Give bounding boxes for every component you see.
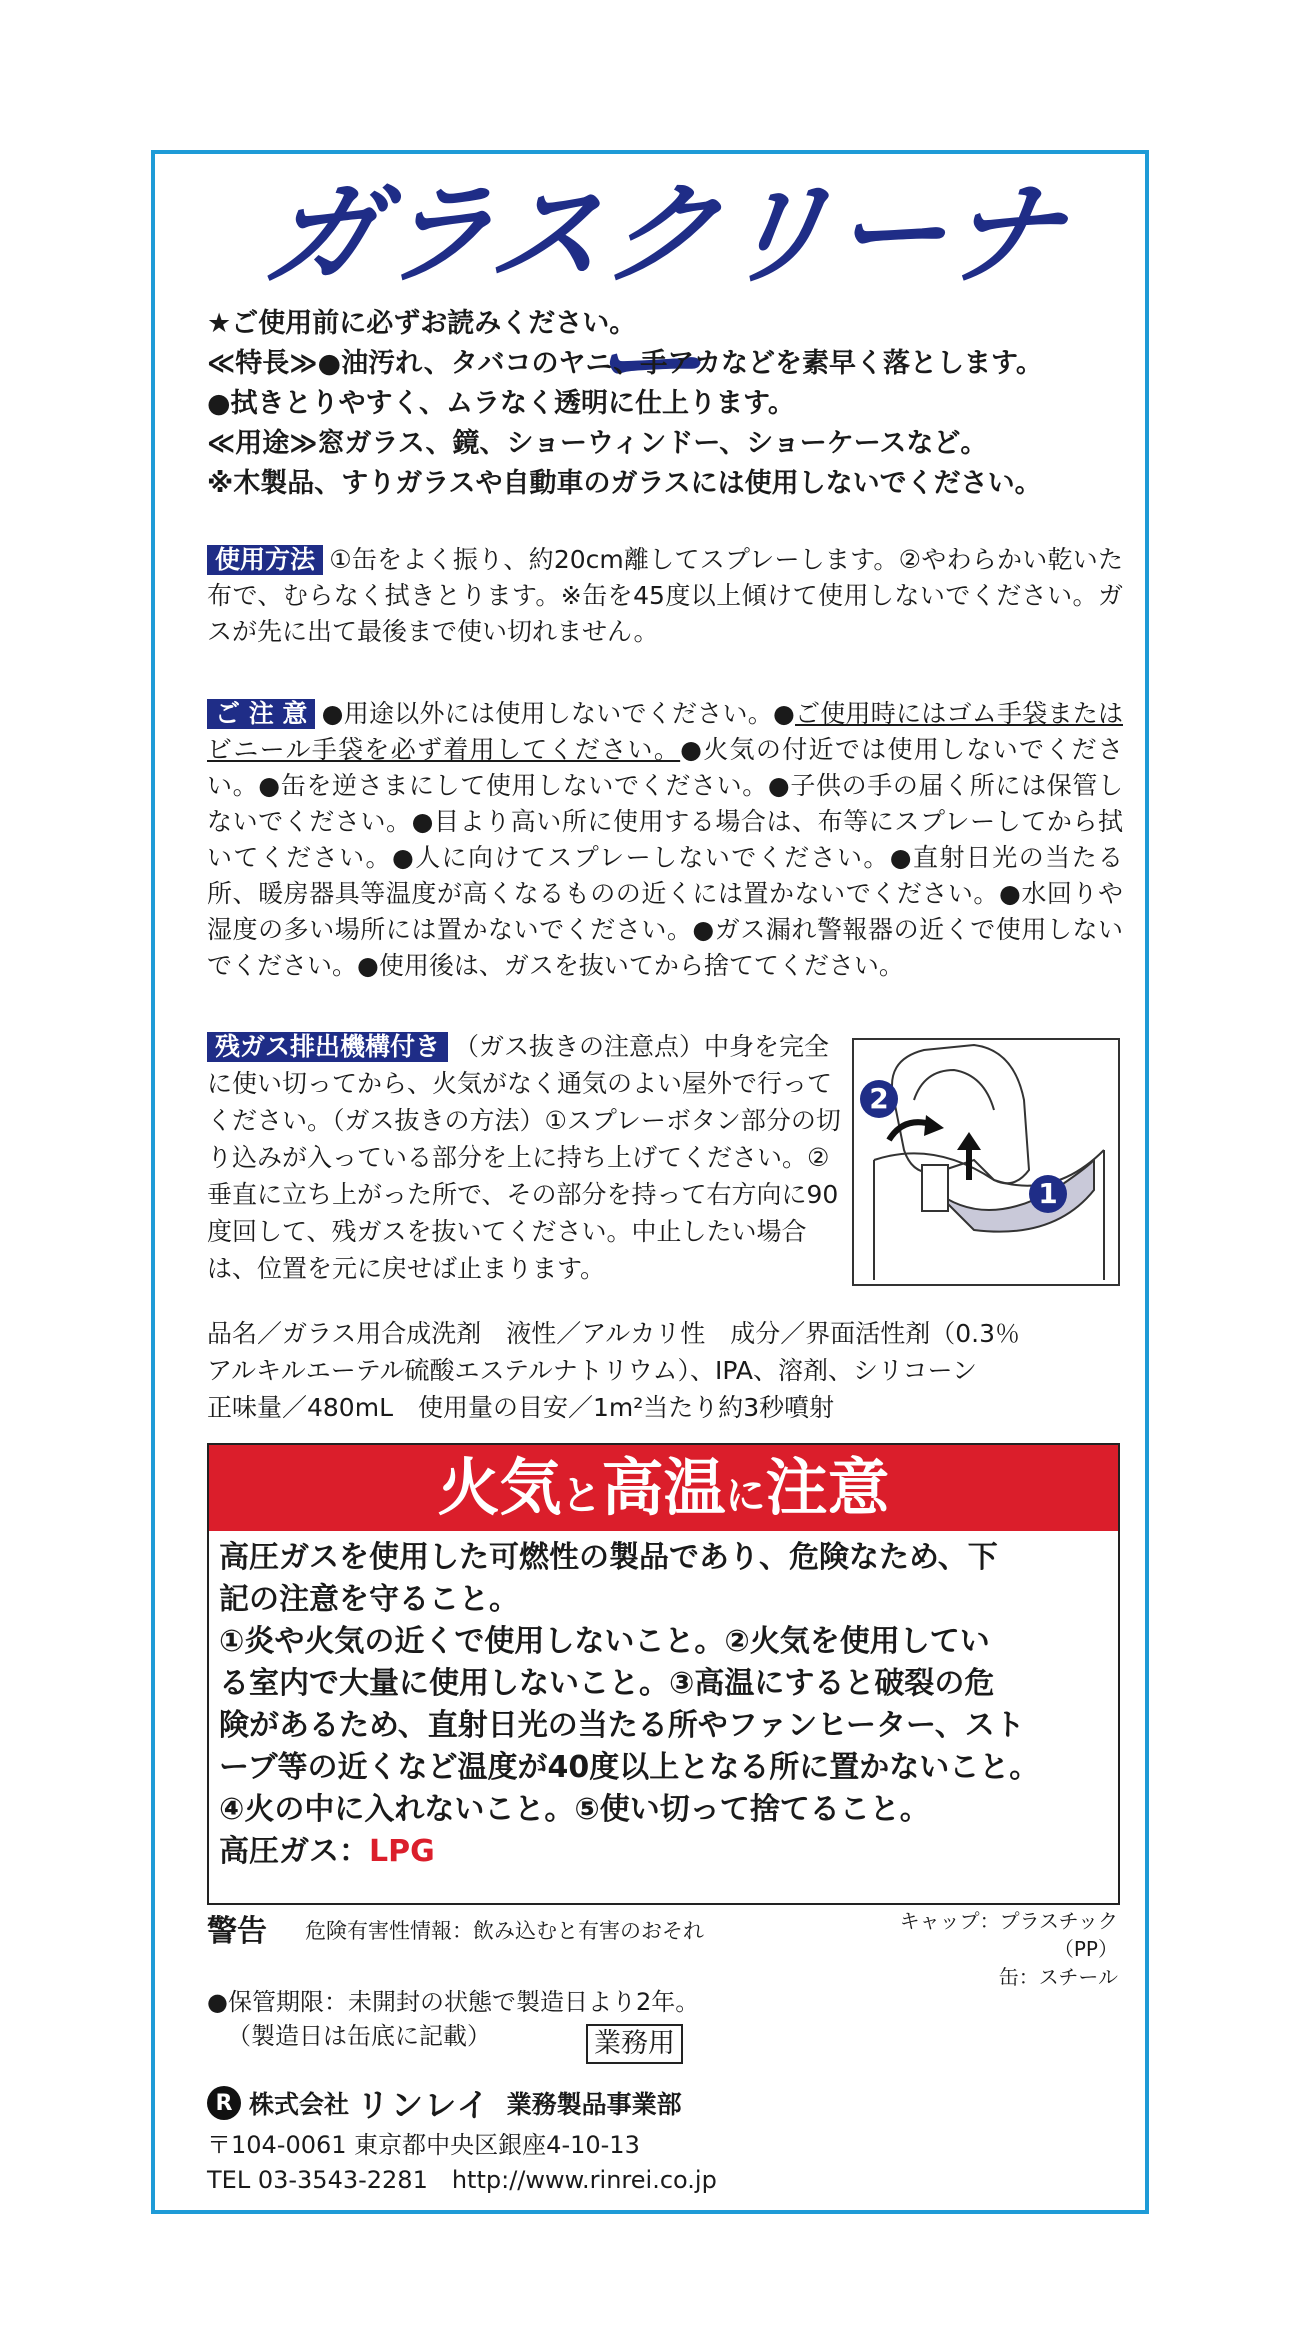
warning-line: 高圧ガスを使用した可燃性の製品であり、危険なため、下 <box>219 1540 998 1575</box>
caution-underlined: ご使用時にはゴム手袋またはビニール手袋を必ず着用してください。 <box>207 699 1123 764</box>
warning-line: ①炎や火気の近くで使用しないこと。②火気を使用してい <box>219 1624 990 1659</box>
heading-part: と <box>561 1473 602 1519</box>
residual-gas-section <box>207 1028 847 1287</box>
warning-line: 険があるため、直射日光の当たる所やファンヒーター、スト <box>219 1708 1025 1743</box>
intro-line: ★ご使用前に必ずお読みください。 <box>207 308 637 339</box>
rinrei-logo: R <box>207 2086 241 2120</box>
company-prefix: 株式会社 <box>249 2090 350 2119</box>
intro-line: ●拭きとりやすく、ムラなく透明に仕上ります。 <box>207 388 795 419</box>
company-division: 業務製品事業部 <box>506 2090 682 2119</box>
warning-line: る室内で大量に使用しないこと。③高温にすると破裂の危 <box>219 1666 995 1701</box>
material-info <box>860 1907 1118 1991</box>
spec-line: 正味量／480mL 使用量の目安／1m²当たり約3秒噴射 <box>207 1393 835 1422</box>
heading-part: 火気 <box>437 1451 562 1524</box>
spec-line: 品名／ガラス用合成洗剤 液性／アルカリ性 成分／界面活性剤（0.3％ <box>207 1319 1021 1348</box>
usage-header: 使用方法 <box>207 545 323 575</box>
business-use-badge: 業務用 <box>586 2024 683 2064</box>
caution-section <box>207 696 1123 984</box>
address-line: 〒104-0061 東京都中央区銀座4-10-13 <box>207 2131 640 2159</box>
storage-line: ●保管期限：未開封の状態で製造日より2年。 <box>207 1988 700 2016</box>
diagram-illustration <box>854 1040 1118 1284</box>
fire-warning-box <box>207 1443 1120 1905</box>
gas-release-diagram <box>852 1038 1120 1286</box>
intro-line: ≪用途≫窓ガラス、鏡、ショーウィンドー、ショーケースなど。 <box>207 428 988 459</box>
heading-part: に <box>725 1473 766 1519</box>
caution-text-before: ●用途以外には使用しないでください。● <box>321 699 796 728</box>
material-line: 缶：スチール <box>998 1965 1118 1989</box>
intro-line: ≪特長≫●油汚れ、タバコのヤニ、手アカなどを素早く落とします。 <box>207 348 1043 379</box>
contact-line: TEL 03-3543-2281 http://www.rinrei.co.jp <box>207 2166 717 2194</box>
step-1-marker: 1 <box>1029 1175 1067 1213</box>
intro-section <box>207 304 1107 504</box>
storage-line: （製造日は缶底に記載） <box>227 2022 491 2050</box>
warning-line: ④火の中に入れないこと。⑤使い切って捨てること。 <box>219 1792 930 1827</box>
residual-header: 残ガス排出機構付き <box>207 1032 448 1062</box>
company-line <box>207 2080 682 2126</box>
gas-type-line <box>219 1831 1108 1873</box>
spec-line: アルキルエーテル硫酸エステルナトリウム）、IPA、溶剤、シリコーン <box>207 1356 977 1385</box>
gas-value: LPG <box>369 1834 435 1869</box>
hazard-text: 危険有害性情報：飲み込むと有害のおそれ <box>305 1919 704 1943</box>
fire-warning-heading <box>209 1445 1118 1531</box>
caution-header: ご 注 意 <box>207 699 315 729</box>
residual-text: （ガス抜きの注意点）中身を完全に使い切ってから、火気がなく通気のよい屋外で行ってください。（ガス抜きの方法）①スプレーボタン部分の切り込みが入っている部分を上に持ち上げてください。②垂直に立ち上がった所で、その部分を持って右方向に90度回して、残ガスを抜いてください。中止したい場合は、位置を元に戻せば止まります。 <box>207 1032 841 1283</box>
spec-section <box>207 1315 1137 1426</box>
usage-text: ①缶をよく振り、約20cm離してスプレーします。②やわらかい乾いた布で、むらなく拭きとります。※缶を45度以上傾けて使用しないでください。ガスが先に出て最後まで使い切れません。 <box>207 545 1123 646</box>
address-block <box>207 2128 717 2198</box>
fire-warning-body <box>209 1531 1118 1873</box>
intro-line: ※木製品、すりガラスや自動車のガラスには使用しないでください。 <box>207 468 1042 499</box>
product-title: ガラスクリーナー <box>257 170 1071 430</box>
hazard-label: 警告 <box>207 1914 267 1949</box>
step-2-marker: 2 <box>860 1080 898 1118</box>
warning-line: 記の注意を守ること。 <box>219 1582 519 1617</box>
company-brand: リンレイ <box>357 2086 491 2124</box>
caution-text-after: ●火気の付近では使用しないでください。●缶を逆さまにして使用しないでください。●子供の手の届く所には保管しないでください。●目より高い所に使用する場合は、布等にスプレーしてから拭いてください。●人に向けてスプレーしないでください。●直射日光の当たる所、暖房器具等温度が高くなるものの近くには置かないでください。●水回りや湿度の多い場所には置かないでください。●ガス漏れ警報器の近くで使用しないでください。●使用後は、ガスを抜いてから捨ててください。 <box>207 735 1123 980</box>
usage-section <box>207 542 1123 650</box>
heading-part: 注意 <box>765 1451 890 1524</box>
material-line: キャップ：プラスチック（PP） <box>899 1909 1118 1961</box>
heading-part: 高温 <box>601 1451 726 1524</box>
warning-line: ーブ等の近くなど温度が40度以上となる所に置かないこと。 <box>219 1750 1040 1785</box>
gas-label: 高圧ガス： <box>219 1834 369 1869</box>
